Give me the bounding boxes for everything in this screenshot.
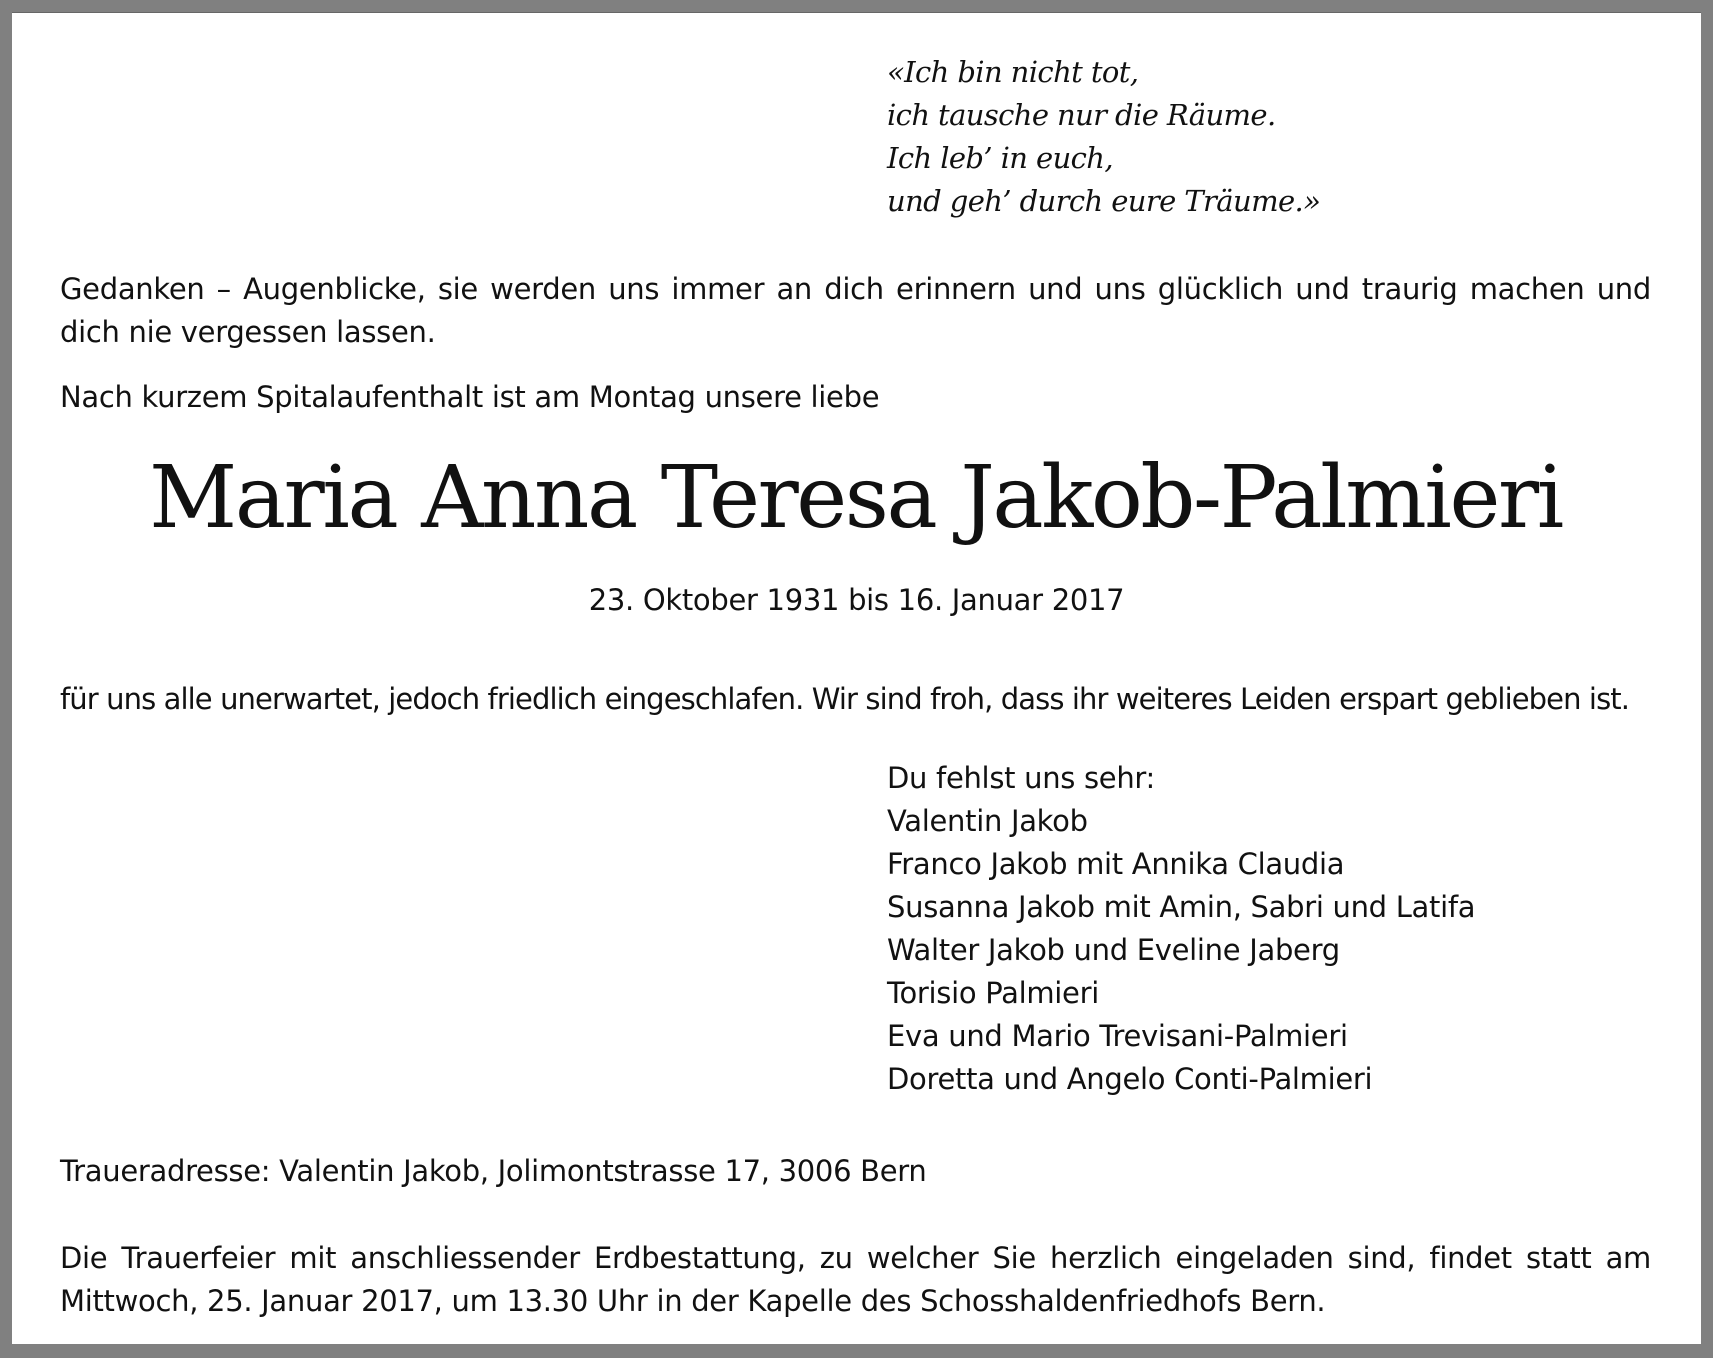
mourner-name: Doretta und Angelo Conti-Palmieri — [887, 1062, 1373, 1096]
life-dates: 23. Oktober 1931 bis 16. Januar 2017 — [588, 583, 1125, 617]
poem-line: «Ich bin nicht tot, — [887, 55, 1139, 89]
mourning-address: Traueradresse: Valentin Jakob, Jolimontstrasse 17, 3006 Bern — [60, 1154, 927, 1188]
mourners-heading: Du fehlst uns sehr: — [887, 761, 1156, 795]
mourner-name: Susanna Jakob mit Amin, Sabri und Latifa — [887, 890, 1476, 924]
mourners-list — [887, 757, 1475, 1101]
poem-quote — [887, 51, 1320, 223]
ceremony-line: Mittwoch, 25. Januar 2017, um 13.30 Uhr in der Kapelle des Schosshaldenfriedhofs Bern. — [60, 1284, 1326, 1318]
intro-line: dich nie vergessen lassen. — [60, 315, 436, 349]
intro-paragraph — [60, 268, 1651, 354]
mourner-name: Torisio Palmieri — [887, 976, 1099, 1010]
ceremony-line: Die Trauerfeier mit anschliessender Erdbestattung, zu welcher Sie herzlich eingeladen sind, findet statt am — [60, 1241, 1651, 1275]
poem-line: und geh’ durch eure Träume.» — [887, 184, 1321, 218]
mourner-name: Valentin Jakob — [887, 804, 1088, 838]
mourner-name: Franco Jakob mit Annika Claudia — [887, 847, 1345, 881]
intro-line: Gedanken – Augenblicke, sie werden uns immer an dich erinnern und uns glücklich und traurig machen und — [60, 272, 1651, 306]
poem-line: ich tausche nur die Räume. — [887, 98, 1276, 132]
mourner-name: Eva und Mario Trevisani-Palmieri — [887, 1019, 1348, 1053]
obituary-sheet — [12, 12, 1701, 1344]
passing-text: für uns alle unerwartet, jedoch friedlich eingeschlafen. Wir sind froh, dass ihr weiteres Leiden erspart geblieben ist. — [60, 682, 1630, 716]
announcement-text: Nach kurzem Spitalaufenthalt ist am Montag unsere liebe — [60, 380, 880, 414]
poem-line: Ich leb’ in euch, — [887, 141, 1113, 175]
mourner-name: Walter Jakob und Eveline Jaberg — [887, 933, 1340, 967]
deceased-name: Maria Anna Teresa Jakob-Palmieri — [149, 448, 1562, 548]
ceremony-paragraph — [60, 1237, 1651, 1323]
